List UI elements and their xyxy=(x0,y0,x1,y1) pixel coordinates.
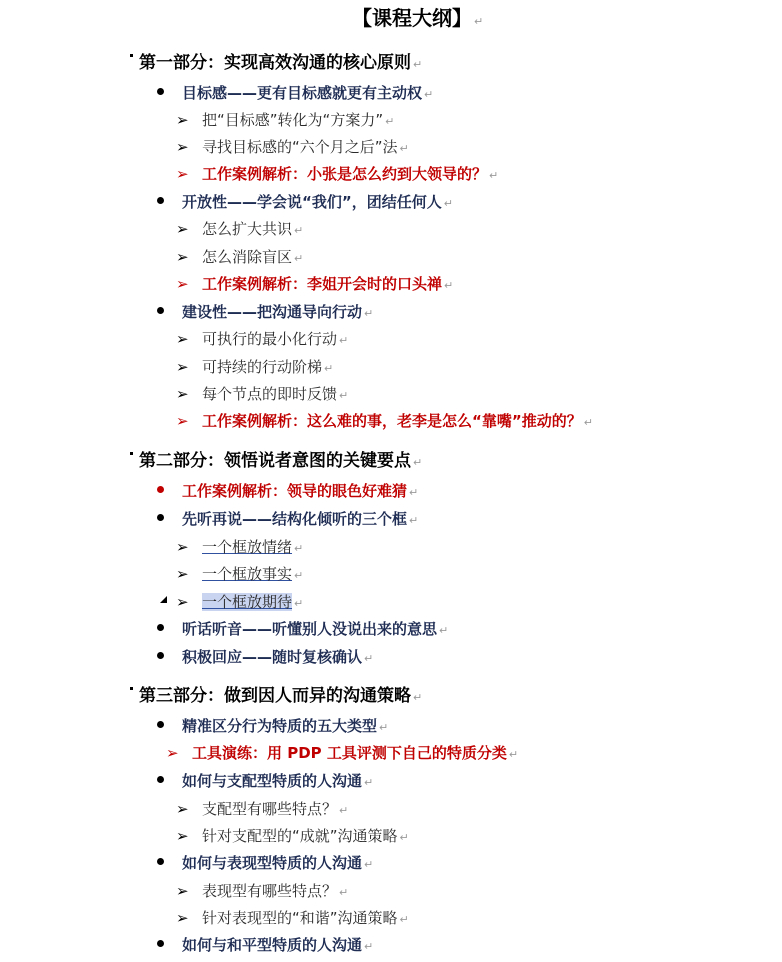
arrow-bullet-icon: ➢ xyxy=(176,565,189,583)
paragraph-mark: ↵ xyxy=(409,514,419,527)
list-item xyxy=(176,140,409,155)
paragraph-mark: ↵ xyxy=(399,913,409,926)
square-bullet-icon xyxy=(130,452,133,455)
bullet-dot-icon xyxy=(157,88,164,95)
bullet-dot-icon xyxy=(157,624,164,631)
item-text: 工作案例解析：李姐开会时的口头禅 xyxy=(202,275,443,293)
p2-section-1 xyxy=(157,512,418,527)
item-text: 针对表现型的“和谐”沟通策略 xyxy=(202,909,398,927)
item-text: 第三部分：做到因人而异的沟通策略 xyxy=(139,686,411,706)
arrow-bullet-icon: ➢ xyxy=(176,165,189,183)
item-text: 听话听音——听懂别人没说出来的意思 xyxy=(182,620,438,638)
paragraph-mark: ↵ xyxy=(364,652,374,665)
item-text: 怎么扩大共识 xyxy=(202,220,293,238)
arrow-bullet-icon: ➢ xyxy=(176,882,189,900)
paragraph-mark: ↵ xyxy=(508,748,519,761)
item-text: 建设性——把沟通导向行动 xyxy=(182,303,363,321)
bullet-dot-icon xyxy=(157,514,164,521)
page-title xyxy=(352,8,483,28)
list-item xyxy=(176,911,409,926)
case-study-item xyxy=(176,277,453,292)
arrow-bullet-icon: ➢ xyxy=(176,538,189,556)
item-text: 寻找目标感的“六个月之后”法 xyxy=(202,138,398,156)
square-bullet-icon xyxy=(130,687,133,690)
item-text: 工作案例解析：领导的眼色好难猜 xyxy=(182,482,408,500)
case-study-item xyxy=(176,167,498,182)
list-item xyxy=(176,332,348,347)
list-item xyxy=(176,829,409,844)
paragraph-mark: ↵ xyxy=(583,416,593,429)
paragraph-mark: ↵ xyxy=(339,334,349,347)
paragraph-mark: ↵ xyxy=(294,252,304,265)
paragraph-mark: ↵ xyxy=(339,389,349,402)
item-text: 一个框放事实 xyxy=(202,565,293,583)
p2-section-2 xyxy=(157,622,448,637)
bullet-dot-icon xyxy=(157,721,164,728)
paragraph-mark: ↵ xyxy=(339,804,349,817)
arrow-bullet-icon: ➢ xyxy=(176,800,189,818)
p1-section-3 xyxy=(157,305,373,320)
list-item xyxy=(176,802,348,817)
paragraph-mark: ↵ xyxy=(474,15,484,28)
item-text: 积极回应——随时复核确认 xyxy=(182,648,363,666)
item-text: 每个节点的即时反馈 xyxy=(202,385,338,403)
paragraph-mark: ↵ xyxy=(399,831,409,844)
case-study-item xyxy=(176,414,593,429)
item-text: 如何与和平型特质的人沟通 xyxy=(182,936,363,954)
list-item xyxy=(176,222,303,237)
item-text: 工具演练：用 PDP 工具评测下自己的特质分类 xyxy=(192,744,507,762)
list-item xyxy=(176,250,303,265)
item-text: 开放性——学会说“我们”，团结任何人 xyxy=(182,193,442,211)
item-text: 【课程大纲】 xyxy=(352,6,472,30)
paragraph-mark: ↵ xyxy=(443,197,453,210)
p3-section-2 xyxy=(157,774,373,789)
item-text: 针对支配型的“成就”沟通策略 xyxy=(202,827,398,845)
paragraph-mark: ↵ xyxy=(294,597,304,610)
p3-section-3 xyxy=(157,856,373,871)
arrow-bullet-icon: ➢ xyxy=(176,412,189,430)
paragraph-mark: ↵ xyxy=(364,776,374,789)
arrow-bullet-icon: ➢ xyxy=(166,744,179,762)
bullet-dot-icon xyxy=(157,652,164,659)
arrow-bullet-icon: ➢ xyxy=(176,593,189,611)
arrow-bullet-icon: ➢ xyxy=(176,330,189,348)
paragraph-mark: ↵ xyxy=(489,169,499,182)
list-item xyxy=(176,113,394,128)
item-text: 工作案例解析：小张是怎么约到大领导的？ xyxy=(202,165,488,183)
arrow-bullet-icon: ➢ xyxy=(176,827,189,845)
arrow-bullet-icon: ➢ xyxy=(176,909,189,927)
arrow-bullet-icon: ➢ xyxy=(176,275,189,293)
item-text: 工作案例解析：这么难的事，老李是怎么“靠嘴”推动的？ xyxy=(202,412,582,430)
item-text: 如何与支配型特质的人沟通 xyxy=(182,772,363,790)
p1-section-1 xyxy=(157,86,433,101)
item-text: 先听再说——结构化倾听的三个框 xyxy=(182,510,408,528)
item-text: 一个框放情绪 xyxy=(202,538,293,556)
bullet-dot-icon xyxy=(157,197,164,204)
tool-practice-item xyxy=(166,746,518,761)
list-item xyxy=(176,360,333,375)
item-text: 支配型有哪些特点？ xyxy=(202,800,338,818)
list-item[interactable] xyxy=(176,567,303,582)
paragraph-mark: ↵ xyxy=(379,721,389,734)
selection-handle-icon[interactable] xyxy=(160,596,167,603)
list-item xyxy=(176,387,348,402)
paragraph-mark: ↵ xyxy=(409,486,419,499)
paragraph-mark: ↵ xyxy=(424,88,434,101)
bullet-dot-icon xyxy=(157,307,164,314)
p3-section-4 xyxy=(157,938,373,953)
square-bullet-icon xyxy=(130,54,133,57)
item-text: 可执行的最小化行动 xyxy=(202,330,338,348)
part-1-heading xyxy=(130,55,422,72)
paragraph-mark: ↵ xyxy=(413,58,423,71)
paragraph-mark: ↵ xyxy=(413,456,423,469)
p3-section-1 xyxy=(157,719,388,734)
item-text: 第一部分：实现高效沟通的核心原则 xyxy=(139,53,411,73)
arrow-bullet-icon: ➢ xyxy=(176,220,189,238)
item-text: 第二部分：领悟说者意图的关键要点 xyxy=(139,451,411,471)
paragraph-mark: ↵ xyxy=(399,142,409,155)
bullet-dot-icon xyxy=(157,940,164,947)
paragraph-mark: ↵ xyxy=(364,858,374,871)
arrow-bullet-icon: ➢ xyxy=(176,358,189,376)
p2-section-3 xyxy=(157,650,373,665)
p1-section-2 xyxy=(157,195,453,210)
arrow-bullet-icon: ➢ xyxy=(176,385,189,403)
paragraph-mark: ↵ xyxy=(364,940,374,953)
arrow-bullet-icon: ➢ xyxy=(176,248,189,266)
item-text: 可持续的行动阶梯 xyxy=(202,358,323,376)
paragraph-mark: ↵ xyxy=(364,307,374,320)
part-3-heading xyxy=(130,688,422,705)
paragraph-mark: ↵ xyxy=(439,624,449,637)
list-item[interactable] xyxy=(176,540,303,555)
arrow-bullet-icon: ➢ xyxy=(176,111,189,129)
paragraph-mark: ↵ xyxy=(339,886,349,899)
p2-case-study xyxy=(157,484,418,499)
paragraph-mark: ↵ xyxy=(413,691,423,704)
item-text: 精准区分行为特质的五大类型 xyxy=(182,717,378,735)
list-item xyxy=(176,884,348,899)
item-text: 如何与表现型特质的人沟通 xyxy=(182,854,363,872)
selected-list-item[interactable] xyxy=(176,595,303,610)
paragraph-mark: ↵ xyxy=(385,115,395,128)
text-selection[interactable]: 一个框放期待 xyxy=(202,593,293,611)
arrow-bullet-icon: ➢ xyxy=(176,138,189,156)
paragraph-mark: ↵ xyxy=(444,279,454,292)
paragraph-mark: ↵ xyxy=(324,362,334,375)
paragraph-mark: ↵ xyxy=(294,224,304,237)
paragraph-mark: ↵ xyxy=(294,542,304,555)
part-2-heading xyxy=(130,453,422,470)
item-text: 目标感——更有目标感就更有主动权 xyxy=(182,84,423,102)
paragraph-mark: ↵ xyxy=(294,569,304,582)
item-text: 表现型有哪些特点？ xyxy=(202,882,338,900)
bullet-dot-icon xyxy=(157,486,164,493)
bullet-dot-icon xyxy=(157,776,164,783)
item-text: 把“目标感”转化为“方案力” xyxy=(202,111,384,129)
item-text: 怎么消除盲区 xyxy=(202,248,293,266)
bullet-dot-icon xyxy=(157,858,164,865)
